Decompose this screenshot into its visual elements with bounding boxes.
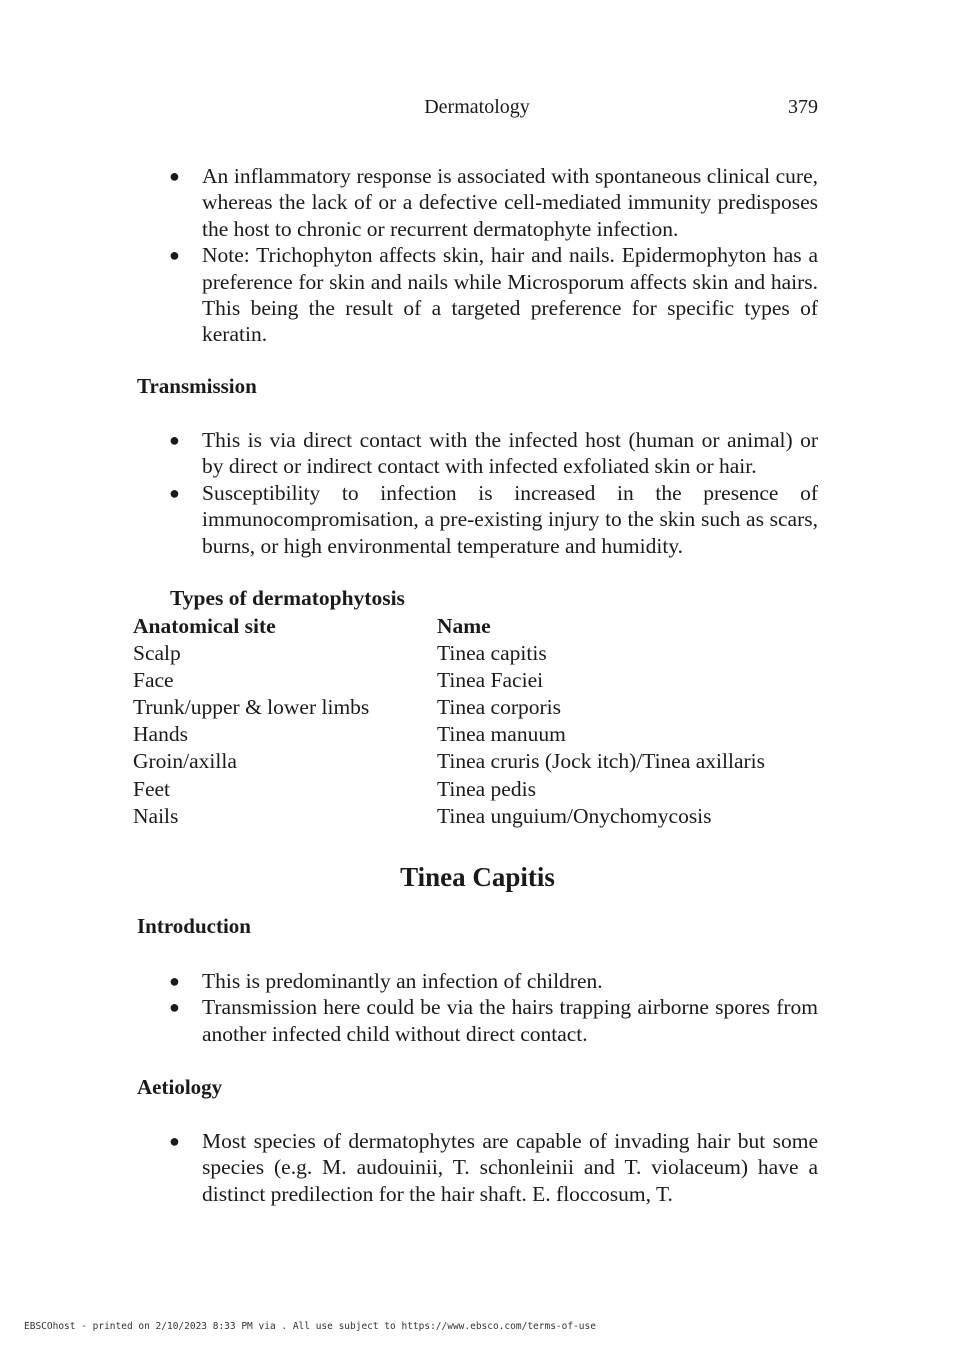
dermatophytosis-table bbox=[133, 613, 765, 830]
page-number: 379 bbox=[788, 96, 818, 118]
table-row bbox=[133, 803, 765, 830]
list-item bbox=[169, 427, 818, 480]
bullet-text: Note: Trichophyton affects skin, hair and nails. Epidermophyton has a preference for skin and nails while Microsporum affects skin and hairs. This being the result of a targeted preference for specific types of keratin. bbox=[202, 243, 818, 347]
bullet-text: This is via direct contact with the infected host (human or animal) or by direct or indirect contact with infected exfoliated skin or hair. bbox=[202, 428, 818, 479]
aetiology-bullet-list bbox=[169, 1128, 818, 1207]
table-row bbox=[133, 640, 765, 667]
bullet-icon: ● bbox=[169, 166, 180, 186]
aetiology-heading: Aetiology bbox=[137, 1075, 223, 1099]
cell-site: Trunk/upper & lower limbs bbox=[133, 695, 370, 720]
table-row bbox=[133, 776, 765, 803]
list-item bbox=[169, 163, 818, 242]
cell-name: Tinea Faciei bbox=[437, 668, 544, 693]
cell-name: Tinea corporis bbox=[437, 695, 562, 720]
table-caption: Types of dermatophytosis bbox=[170, 586, 405, 610]
cell-site: Hands bbox=[133, 722, 188, 747]
introduction-bullet-list bbox=[169, 968, 818, 1047]
bullet-text: Susceptibility to infection is increased in the presence of immunocompromisation, a pre-existing injury to the skin such as scars, burns, or high environmental temperature and humidity. bbox=[202, 480, 818, 558]
cell-name: Tinea capitis bbox=[437, 641, 547, 666]
bullet-text: This is predominantly an infection of children. bbox=[202, 969, 603, 993]
cell-name: Tinea pedis bbox=[437, 776, 536, 801]
section-title: Tinea Capitis bbox=[400, 862, 555, 892]
running-header bbox=[136, 96, 818, 122]
cell-site: Scalp bbox=[133, 641, 181, 666]
bullet-icon: ● bbox=[169, 482, 180, 503]
bullet-icon: ● bbox=[169, 1131, 180, 1151]
bullet-text: An inflammatory response is associated with spontaneous clinical cure, whereas the lack of or a defective cell-mediated immunity predisposes the host to chronic or recurrent dermatophyte infection. bbox=[202, 164, 818, 241]
bullet-icon: ● bbox=[169, 245, 180, 266]
running-title: Dermatology bbox=[424, 96, 530, 118]
column-header-name: Name bbox=[437, 614, 491, 638]
cell-site: Feet bbox=[133, 776, 171, 801]
transmission-bullet-list bbox=[169, 427, 818, 559]
cell-site: Groin/axilla bbox=[133, 749, 237, 774]
bullet-icon: ● bbox=[169, 971, 180, 991]
introduction-heading: Introduction bbox=[137, 914, 251, 938]
column-header-site: Anatomical site bbox=[133, 614, 276, 638]
table-row bbox=[133, 748, 765, 775]
table-row bbox=[133, 667, 765, 694]
transmission-heading: Transmission bbox=[137, 374, 257, 398]
list-item bbox=[169, 968, 818, 994]
cell-name: Tinea unguium/Onychomycosis bbox=[437, 803, 712, 828]
intro-bullet-list bbox=[169, 163, 818, 348]
cell-site: Nails bbox=[133, 803, 179, 828]
cell-name: Tinea cruris (Jock itch)/Tinea axillaris bbox=[437, 749, 766, 774]
list-item bbox=[169, 994, 818, 1047]
list-item bbox=[169, 242, 818, 348]
cell-site: Face bbox=[133, 668, 174, 693]
table-header-row bbox=[133, 613, 765, 640]
table-row bbox=[133, 694, 765, 721]
bullet-text: Transmission here could be via the hairs trapping airborne spores from another infected child without direct contact. bbox=[202, 995, 818, 1046]
list-item bbox=[169, 480, 818, 559]
print-footer: EBSCOhost - printed on 2/10/2023 8:33 PM via . All use subject to https://www.ebsco.com/terms-of-use bbox=[24, 1321, 596, 1332]
list-item bbox=[169, 1128, 818, 1207]
cell-name: Tinea manuum bbox=[437, 722, 566, 747]
bullet-text: Most species of dermatophytes are capable of invading hair but some species (e.g. M. audouinii, T. schonleinii and T. violaceum) have a distinct predilection for the hair shaft. E. floccosum, T. bbox=[202, 1129, 818, 1206]
bullet-icon: ● bbox=[169, 430, 180, 450]
table-row bbox=[133, 721, 765, 748]
bullet-icon: ● bbox=[169, 997, 180, 1018]
